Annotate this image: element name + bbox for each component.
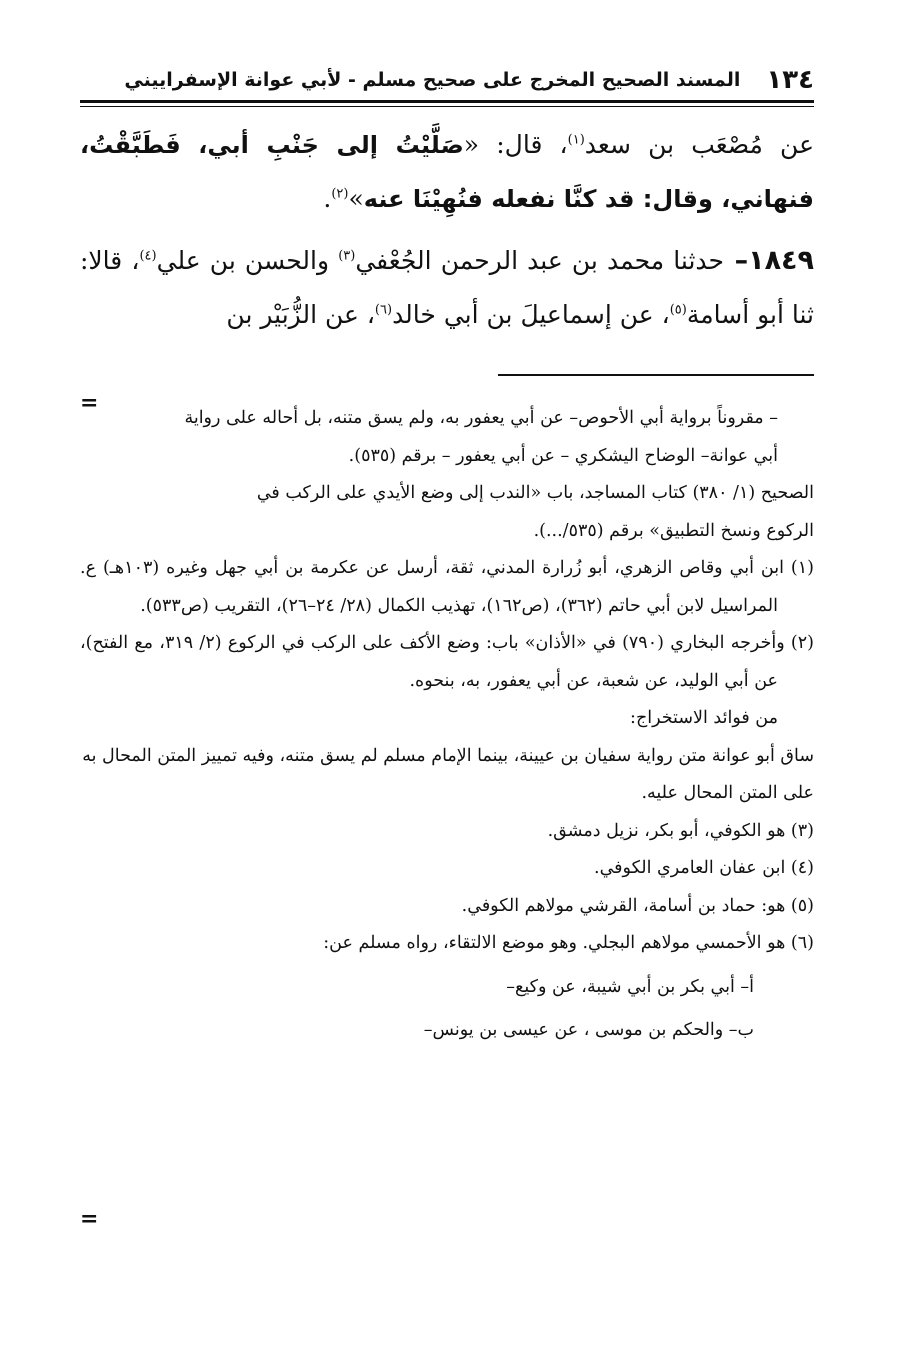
continuation-mark-bottom: =	[80, 1206, 99, 1232]
isnad-text-3: ، قالا: ثنا أبو أسامة	[80, 246, 814, 329]
hadith-text-continuation	[80, 118, 814, 226]
footnote-continuation-line: – مقروناً برواية أبي الأحوص– عن أبي يعفور به، ولم يسق متنه، بل أحاله على رواية	[184, 408, 778, 428]
footnote-5: (٥) هو: حماد بن أسامة، القرشي مولاهم الكوفي.	[461, 895, 814, 916]
isnad-text-1: حدثنا محمد بن عبد الرحمن الجُعْفي	[355, 246, 724, 275]
footnote-ref-3: (٣)	[338, 248, 356, 264]
footnotes	[80, 400, 814, 1050]
footnote-ref-5: (٥)	[669, 302, 687, 318]
hadith-dash: –	[723, 245, 749, 276]
footnote-1: (١) ابن أبي وقاص الزهري، أبو زُرارة المدني، ثقة، أرسل عن عكرمة بن أبي جهل وغيره (١٠٣هـ) ع. المراسيل لابن أبي حاتم (٣٦٢)، (ص١٦٢)، تهذيب الكمال (٢٨/ ٢٤–٢٦)، التقريب (ص٥٣٣).	[80, 558, 814, 616]
isnad-text-2: والحسن بن علي	[156, 246, 339, 275]
period: .	[323, 184, 332, 213]
footnote-4: (٤) ابن عفان العامري الكوفي.	[594, 858, 814, 878]
header-rule	[80, 100, 814, 107]
isnad-text-5: ، عن الزُّبَيْر بن	[226, 300, 375, 329]
footnote-ref-2: (٢)	[331, 186, 349, 202]
footnote-ref-6: (٦)	[374, 302, 393, 318]
footnote-separator	[498, 374, 814, 376]
isnad-text-4: ، عن إسماعيلَ بن أبي خالد	[392, 300, 670, 329]
footnote-6: (٦) هو الأحمسي مولاهم البجلي. وهو موضع الالتقاء، رواه مسلم عن:	[323, 933, 814, 953]
footnote-continuation-line: الركوع ونسخ التطبيق» برقم (٥٣٥/...).	[533, 520, 814, 541]
footnote-6-item-a: أ– أبي بكر بن أبي شيبة، عن وكيع–	[506, 976, 754, 997]
page-number: ١٣٤	[766, 65, 814, 95]
continuation-mark-top: =	[80, 390, 99, 416]
footnote-6-item-b: ب– والحكم بن موسى ، عن عيسى بن يونس–	[423, 1020, 754, 1040]
footnote-ref-4: (٤)	[139, 248, 157, 264]
main-text	[80, 118, 814, 350]
footnote-2: (٢) وأخرجه البخاري (٧٩٠) في «الأذان» باب: وضع الأكف على الركب في الركوع (٢/ ٣١٩، مع الفتح)، عن أبي الوليد، عن شعبة، عن أبي يعفور، به، بنحوه.	[80, 633, 814, 691]
quote-open: ، قال: «	[463, 130, 568, 159]
hadith-number: ١٨٤٩	[748, 245, 815, 276]
footnote-ref-1: (١)	[567, 132, 585, 148]
footnote-3: (٣) هو الكوفي، أبو بكر، نزيل دمشق.	[547, 820, 814, 841]
hadith-matn: صَلَّيْتُ إلى جَنْبِ أبي، فَطَبَّقْتُ، فنهاني، وقال: قد كنَّا نفعله فنُهِيْنَا عنه	[80, 131, 814, 213]
quote-close: »	[348, 184, 364, 213]
footnote-continuation-line: الصحيح (١/ ٣٨٠) كتاب المساجد، باب «الندب إلى وضع الأيدي على الركب في	[256, 483, 814, 503]
footnote-2-benefits-label: من فوائد الاستخراج:	[630, 708, 778, 728]
footnote-2-benefits-text: ساق أبو عوانة متن رواية سفيان بن عيينة، بينما الإمام مسلم لم يسق متنه، وفيه تمييز المتن المحال به على المتن المحال عليه.	[82, 745, 814, 803]
narrator-text: عن مُصْعَب بن سعد	[584, 130, 814, 159]
book-title: المسند الصحيح المخرج على صحيح مسلم - لأبي عوانة الإسفراييني	[124, 69, 741, 91]
hadith-1849	[80, 234, 814, 342]
running-header	[80, 62, 814, 98]
footnote-continuation-line: أبي عوانة– الوضاح اليشكري – عن أبي يعفور – برقم (٥٣٥).	[348, 445, 778, 466]
